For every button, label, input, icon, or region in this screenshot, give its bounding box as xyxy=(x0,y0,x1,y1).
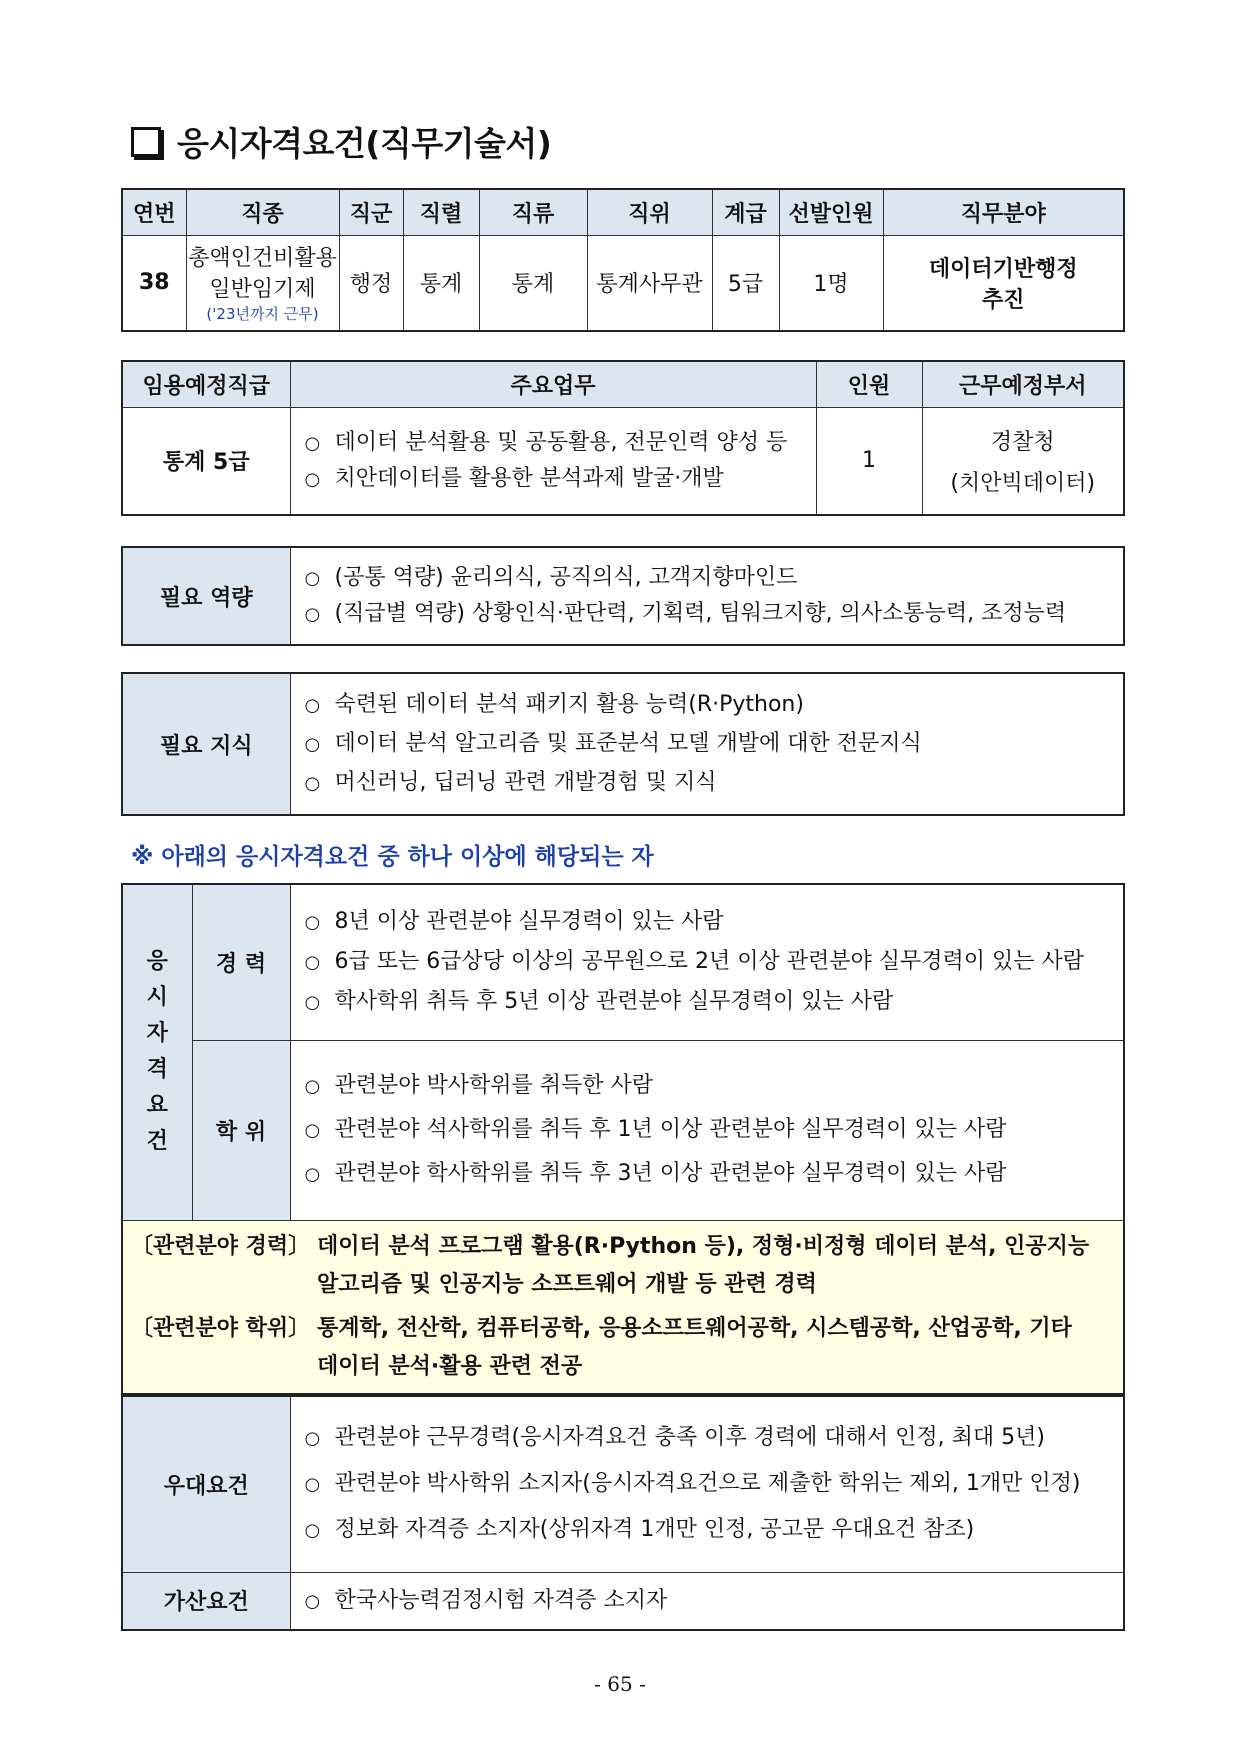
competency-item: ○ (공통 역량) 윤리의식, 공직의식, 고객지향마인드 xyxy=(305,567,1124,589)
header-cell: 계급 xyxy=(712,189,779,235)
degree-item: ○ 관련분야 박사학위를 취득한 사람 xyxy=(305,1075,1124,1097)
heading-text: 응시자격요건(직무기술서) xyxy=(177,124,552,163)
department-line2: (치안빅데이터) xyxy=(950,470,1096,496)
table-row xyxy=(122,407,1124,515)
knowledge-label: 필요 지식 xyxy=(122,673,290,815)
headcount: 1 xyxy=(816,407,922,515)
header-cell: 직군 xyxy=(339,189,403,235)
job-field-line1: 데이터기반행정 xyxy=(928,256,1078,282)
job-type-line1: 총액인건비활용 xyxy=(188,246,337,272)
degree-items xyxy=(290,1040,1124,1220)
knowledge-table xyxy=(121,672,1125,816)
qualification-notice: ※ 아래의 응시자격요건 중 하나 이상에 해당되는 자 xyxy=(131,844,654,870)
department-line1: 경찰청 xyxy=(990,429,1055,455)
qualification-char: 자 xyxy=(146,1021,168,1047)
job-position: 통계사무관 xyxy=(587,235,712,331)
degree-item: ○ 관련분야 학사학위를 취득 후 3년 이상 관련분야 실무경력이 있는 사람 xyxy=(305,1163,1124,1185)
header-cell: 직무분야 xyxy=(883,189,1124,235)
page-number: - 65 - xyxy=(594,1672,646,1696)
qualification-char: 격 xyxy=(146,1057,168,1083)
job-grade: 5급 xyxy=(712,235,779,331)
duty-item: ○ 치안데이터를 활용한 분석과제 발굴·개발 xyxy=(305,468,816,490)
competency-table xyxy=(121,546,1125,646)
note-line: 데이터 분석 프로그램 활용(R·Python 등), 정형·비정형 데이터 분석, 인공지능 xyxy=(317,1233,1090,1259)
preference-row xyxy=(122,1396,1124,1572)
table-row xyxy=(122,235,1124,331)
competency-item: ○ (직급별 역량) 상황인식·판단력, 기획력, 팀워크지향, 의사소통능력, 조정능력 xyxy=(305,603,1124,625)
knowledge-item: ○ 머신러닝, 딥러닝 관련 개발경험 및 지식 xyxy=(305,772,1124,794)
career-item: ○ 학사학위 취득 후 5년 이상 관련분야 실무경력이 있는 사람 xyxy=(305,991,1124,1013)
duty-item: ○ 데이터 분석활용 및 공동활용, 전문인력 양성 등 xyxy=(305,432,816,454)
career-item: ○ 8년 이상 관련분야 실무경력이 있는 사람 xyxy=(305,911,1124,933)
checkbox-square-icon xyxy=(131,127,161,157)
bonus-label: 가산요건 xyxy=(122,1572,290,1630)
job-type-note: ('23년까지 근무) xyxy=(206,305,319,324)
job-group: 행정 xyxy=(339,235,403,331)
note-line: 알고리즘 및 인공지능 소프트웨어 개발 등 관련 경력 xyxy=(317,1271,817,1297)
qualification-label xyxy=(122,884,192,1220)
note-line: 데이터 분석·활용 관련 전공 xyxy=(317,1353,583,1379)
career-items xyxy=(290,884,1124,1040)
preference-table xyxy=(121,1395,1125,1631)
header-cell: 연번 xyxy=(122,189,186,235)
knowledge-item: ○ 숙련된 데이터 분석 패키지 활용 능력(R·Python) xyxy=(305,694,1124,716)
job-category: 통계 xyxy=(479,235,587,331)
header-cell: 직렬 xyxy=(403,189,479,235)
job-type-cell xyxy=(186,235,339,331)
competency-label: 필요 역량 xyxy=(122,547,290,645)
qualification-char: 요 xyxy=(146,1093,168,1119)
header-cell: 선발인원 xyxy=(779,189,883,235)
degree-item: ○ 관련분야 석사학위를 취득 후 1년 이상 관련분야 실무경력이 있는 사람 xyxy=(305,1119,1124,1141)
header-cell: 직위 xyxy=(587,189,712,235)
table-header-row xyxy=(122,361,1124,407)
career-row xyxy=(122,884,1124,1040)
bonus-row xyxy=(122,1572,1124,1630)
qualification-char: 응 xyxy=(146,949,168,975)
preference-item: ○ 관련분야 근무경력(응시자격요건 충족 이후 경력에 대해서 인정, 최대 5년) xyxy=(305,1427,1124,1449)
knowledge-item: ○ 데이터 분석 알고리즘 및 표준분석 모델 개발에 대한 전문지식 xyxy=(305,733,1124,755)
qualification-char: 건 xyxy=(146,1129,168,1155)
main-duties xyxy=(290,407,816,515)
serial-number: 38 xyxy=(122,235,186,331)
appointment-grade: 통계 5급 xyxy=(122,407,290,515)
header-cell: 인원 xyxy=(816,361,922,407)
job-series: 통계 xyxy=(403,235,479,331)
knowledge-items xyxy=(290,673,1124,815)
related-field-notes xyxy=(122,1220,1124,1394)
qualification-char: 시 xyxy=(146,985,168,1011)
note-line: 통계학, 전산학, 컴퓨터공학, 응용소프트웨어공학, 시스템공학, 산업공학, 기타 xyxy=(317,1315,1072,1341)
preference-item: ○ 정보화 자격증 소지자(상위자격 1개만 인정, 공고문 우대요건 참조) xyxy=(305,1519,1124,1541)
table-row xyxy=(122,547,1124,645)
header-cell: 임용예정직급 xyxy=(122,361,290,407)
job-type-line2: 일반임기제 xyxy=(209,277,316,303)
position-info-table xyxy=(121,188,1125,332)
header-cell: 직류 xyxy=(479,189,587,235)
preference-items xyxy=(290,1396,1124,1572)
career-label: 경 력 xyxy=(192,884,290,1040)
bonus-item: ○ 한국사능력검정시험 자격증 소지자 xyxy=(305,1590,1124,1612)
degree-row xyxy=(122,1040,1124,1220)
job-field-line2: 추진 xyxy=(981,287,1025,313)
duty-table xyxy=(121,360,1125,516)
career-item: ○ 6급 또는 6급상당 이상의 공무원으로 2년 이상 관련분야 실무경력이 있는 사람 xyxy=(305,951,1124,973)
preference-item: ○ 관련분야 박사학위 소지자(응시자격요건으로 제출한 학위는 제외, 1개만 인정) xyxy=(305,1473,1124,1495)
job-field-cell xyxy=(883,235,1124,331)
competency-items xyxy=(290,547,1124,645)
degree-label: 학 위 xyxy=(192,1040,290,1220)
note-block xyxy=(131,1228,1115,1304)
bonus-items xyxy=(290,1572,1124,1630)
department-cell xyxy=(922,407,1124,515)
table-header-row xyxy=(122,189,1124,235)
note-label: 〔관련분야 경력〕 xyxy=(131,1233,311,1259)
table-row xyxy=(122,673,1124,815)
header-cell: 직종 xyxy=(186,189,339,235)
section-heading xyxy=(131,118,551,165)
related-field-notes-row xyxy=(122,1220,1124,1394)
header-cell: 주요업무 xyxy=(290,361,816,407)
qualification-table xyxy=(121,883,1125,1395)
preference-label: 우대요건 xyxy=(122,1396,290,1572)
header-cell: 근무예정부서 xyxy=(922,361,1124,407)
selection-count: 1명 xyxy=(779,235,883,331)
note-label: 〔관련분야 학위〕 xyxy=(131,1315,311,1341)
note-block xyxy=(131,1310,1115,1386)
